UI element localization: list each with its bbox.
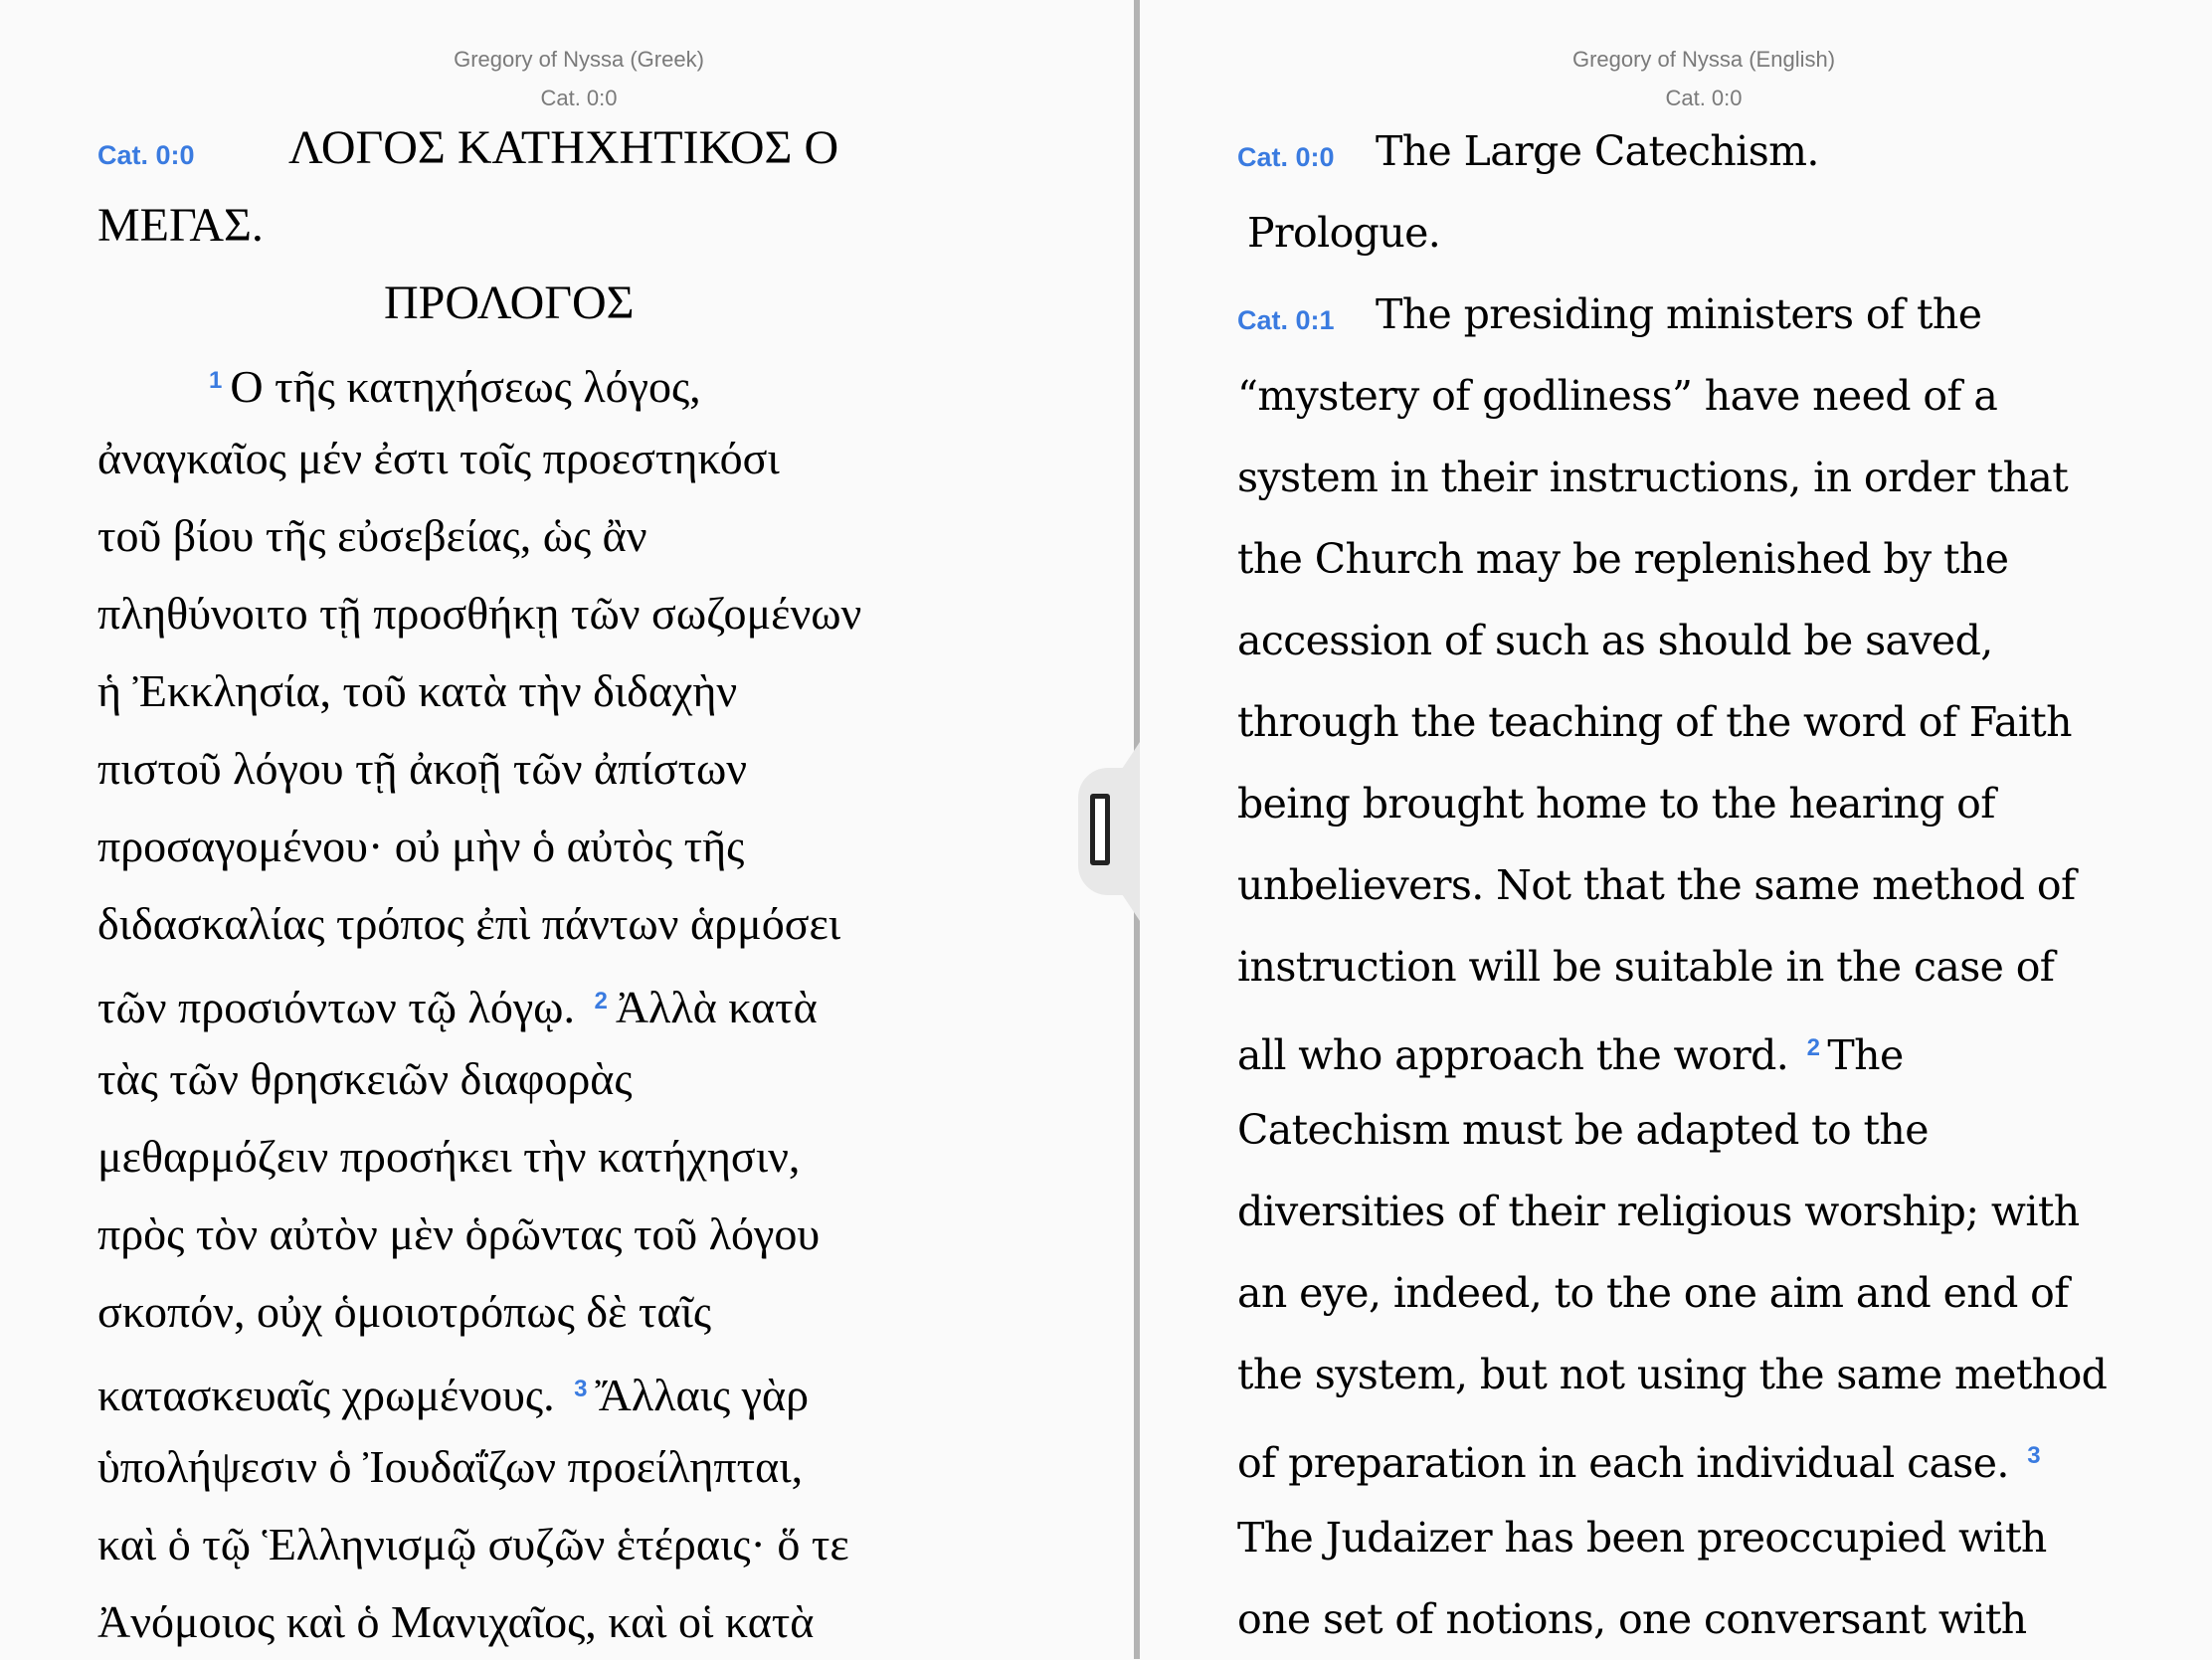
text-line: diversities of their religious worship; with (1237, 1188, 2080, 1235)
pane-header-title: Gregory of Nyssa (English) (1571, 47, 1836, 72)
text-line: Ἀνόμοιος καὶ ὁ Μανιχαῖος, καὶ οἱ κατὰ (97, 1596, 815, 1647)
reference-link[interactable]: Cat. 0:0 (97, 140, 195, 170)
text-line: all who approach the word. $^2$ The (1237, 1031, 1904, 1079)
text-line: through the teaching of the word of Faith (1237, 698, 2072, 746)
pane-header-reference: Cat. 0:0 (540, 86, 618, 110)
text-line: one set of notions, one conversant with (1237, 1595, 2027, 1643)
text-line: καὶ ὁ τῷ Ἑλληνισμῷ συζῶν ἑτέραις· ὅ τε (97, 1519, 849, 1569)
text-line: τῶν προσιόντων τῷ λόγῳ. $^2$ Ἀλλὰ κατὰ (97, 982, 818, 1032)
text-line: The Judaizer has been preoccupied with (1237, 1514, 2047, 1562)
text-line: ἀναγκαῖος μέν ἐστι τοῖς προεστηκόσι (97, 433, 780, 483)
text-line: $^1$ Ο τῆς κατηχήσεως λόγος, (209, 361, 701, 412)
text-line: πρὸς τὸν αὐτὸν μὲν ὁρῶντας τοῦ λόγου (97, 1208, 821, 1259)
text-line: instruction will be suitable in the case of (1237, 943, 2055, 991)
pane-header-title: Gregory of Nyssa (Greek) (454, 47, 704, 72)
section-heading: Prologue. (1247, 209, 1441, 257)
reference-link[interactable]: Cat. 0:1 (1237, 305, 1335, 335)
text-line: unbelievers. Not that the same method of (1237, 861, 2076, 909)
verse-number[interactable]: 1 (209, 367, 223, 394)
text-line: μεθαρμόζειν προσήκει τὴν κατήχησιν, (97, 1131, 801, 1182)
text-line: system in their instructions, in order that (1237, 454, 2069, 501)
text-line: κατασκευαῖς χρωμένους. $^3$ Ἄλλαις γὰρ (97, 1370, 810, 1420)
verse-number[interactable]: 3 (2027, 1442, 2041, 1469)
text-line: τὰς τῶν θρησκειῶν διαφορὰς (97, 1053, 633, 1104)
text-line: σκοπόν, οὐχ ὁμοιοτρόπως δὲ ταῖς (97, 1286, 712, 1337)
section-heading: ΠΡΟΛΟΓΟΣ (384, 277, 635, 329)
split-view-handle[interactable] (1078, 768, 1140, 895)
verse-number[interactable]: 2 (1806, 1034, 1820, 1061)
text-line: Catechism must be adapted to the (1237, 1106, 1929, 1154)
text-line: accession of such as should be saved, (1237, 617, 1993, 664)
text-line: πιστοῦ λόγου τῇ ἀκοῇ τῶν ἀπίστων (97, 743, 748, 794)
text-line: προσαγομένου· οὐ μὴν ὁ αὐτὸς τῆς (97, 821, 745, 871)
work-title: ΛΟΓΟΣ ΚΑΤΗΧΗΤΙΚΟΣ Ο (288, 121, 839, 174)
text-line: an eye, indeed, to the one aim and end of (1237, 1269, 2069, 1317)
text-line: The presiding ministers of the (1376, 290, 1982, 338)
text-line: the Church may be replenished by the (1237, 535, 2009, 583)
verse-number[interactable]: 3 (574, 1376, 588, 1402)
text-line: τοῦ βίου τῆς εὐσεβείας, ὡς ἂν (97, 510, 647, 561)
pane-header-reference: Cat. 0:0 (1665, 86, 1743, 110)
text-line: ὑπολήψεσιν ὁ Ἰουδαΐζων προείληπται, (97, 1441, 804, 1492)
reference-link[interactable]: Cat. 0:0 (1237, 142, 1335, 172)
verse-number[interactable]: 2 (594, 988, 608, 1014)
text-line: being brought home to the hearing of (1237, 780, 1995, 828)
text-line: the system, but not using the same method (1237, 1351, 2108, 1398)
work-title-continued: ΜΕΓΑΣ. (97, 199, 264, 252)
text-line: “mystery of godliness” have need of a (1237, 372, 1998, 420)
text-line: διδασκαλίας τρόπος ἐπὶ πάντων ἁρμόσει (97, 898, 841, 949)
work-title: The Large Catechism. (1376, 127, 1819, 175)
text-line: of preparation in each individual case. $^3$ (1237, 1439, 2041, 1487)
text-line: ἡ Ἐκκλησία, τοῦ κατὰ τὴν διδαχὴν (97, 665, 738, 716)
split-view-handle-icon (1090, 794, 1110, 865)
text-line: πληθύνοιτο τῇ προσθήκῃ τῶν σωζομένων (97, 588, 862, 639)
